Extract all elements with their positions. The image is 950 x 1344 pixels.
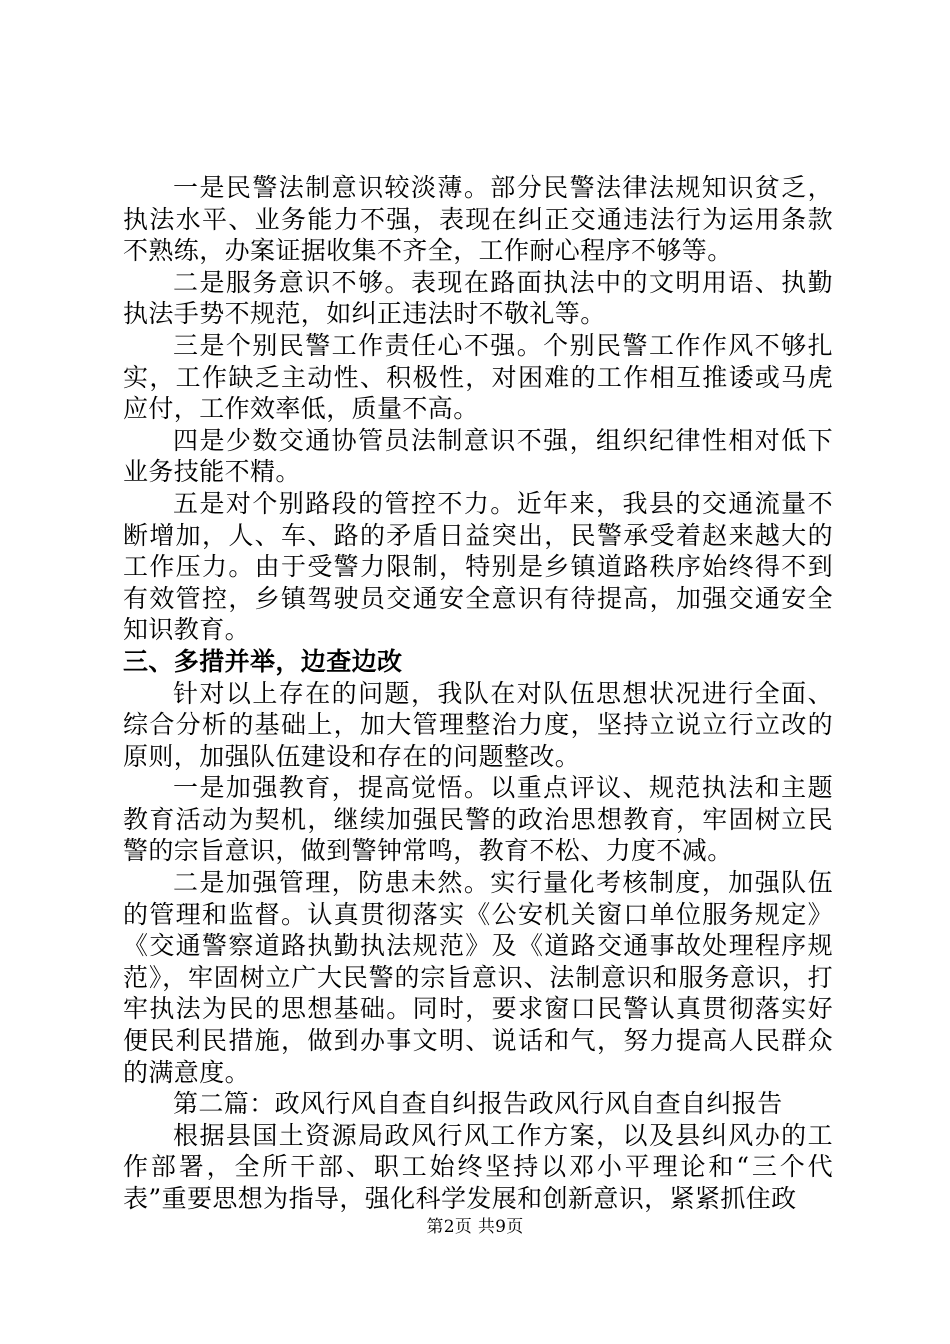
section-heading: 三、多措并举，边查边改 — [123, 646, 403, 676]
page-number-footer: 第2页 共9页 — [426, 1217, 524, 1237]
paragraph-9-chapter-title: 第二篇：政风行风自查自纠报告政风行风自查自纠报告 — [173, 1089, 783, 1119]
document-body — [123, 172, 833, 1215]
paragraph-8: 二是加强管理，防患未然。实行量化考核制度，加强队伍的管理和监督。认真贯彻落实《公安机关窗口单位服务规定》《交通警察道路执勤执法规范》及《道路交通事故处理程序规范》，牢固树立广大民警的宗旨意识、法制意识和服务意识，打牢执法为民的思想基础。同时，要求窗口民警认真贯彻落实好便民利民措施，做到办事文明、说话和气，努力提高人民群众的满意度。 — [123, 868, 833, 1087]
paragraph-4: 四是少数交通协管员法制意识不强，组织纪律性相对低下业务技能不精。 — [123, 425, 833, 487]
paragraph-5: 五是对个别路段的管控不力。近年来，我县的交通流量不断增加，人、车、路的矛盾日益突出，民警承受着赵来越大的工作压力。由于受警力限制，特别是乡镇道路秩序始终得不到有效管控，乡镇驾驶员交通安全意识有待提高，加强交通安全知识教育。 — [123, 488, 833, 645]
paragraph-6: 针对以上存在的问题，我队在对队伍思想状况进行全面、综合分析的基础上，加大管理整治力度，坚持立说立行立改的原则，加强队伍建设和存在的问题整改。 — [123, 678, 833, 771]
paragraph-3: 三是个别民警工作责任心不强。个别民警工作作风不够扎实，工作缺乏主动性、积极性，对困难的工作相互推诿或马虎应付，工作效率低，质量不高。 — [123, 330, 833, 424]
paragraph-10: 根据县国土资源局政风行风工作方案，以及县纠风办的工作部署，全所干部、职工始终坚持以邓小平理论和“三个代表”重要思想为指导，强化科学发展和创新意识，紧紧抓住政 — [123, 1120, 833, 1213]
paragraph-1: 一是民警法制意识较淡薄。部分民警法律法规知识贫乏，执法水平、业务能力不强，表现在纠正交通违法行为运用条款不熟练，办案证据收集不齐全，工作耐心程序不够等。 — [123, 173, 833, 266]
paragraph-2: 二是服务意识不够。表现在路面执法中的文明用语、执勤执法手势不规范，如纠正违法时不敬礼等。 — [123, 267, 833, 329]
paragraph-7: 一是加强教育，提高觉悟。以重点评议、规范执法和主题教育活动为契机，继续加强民警的政治思想教育，牢固树立民警的宗旨意识，做到警钟常鸣，教育不松、力度不减。 — [123, 773, 833, 866]
